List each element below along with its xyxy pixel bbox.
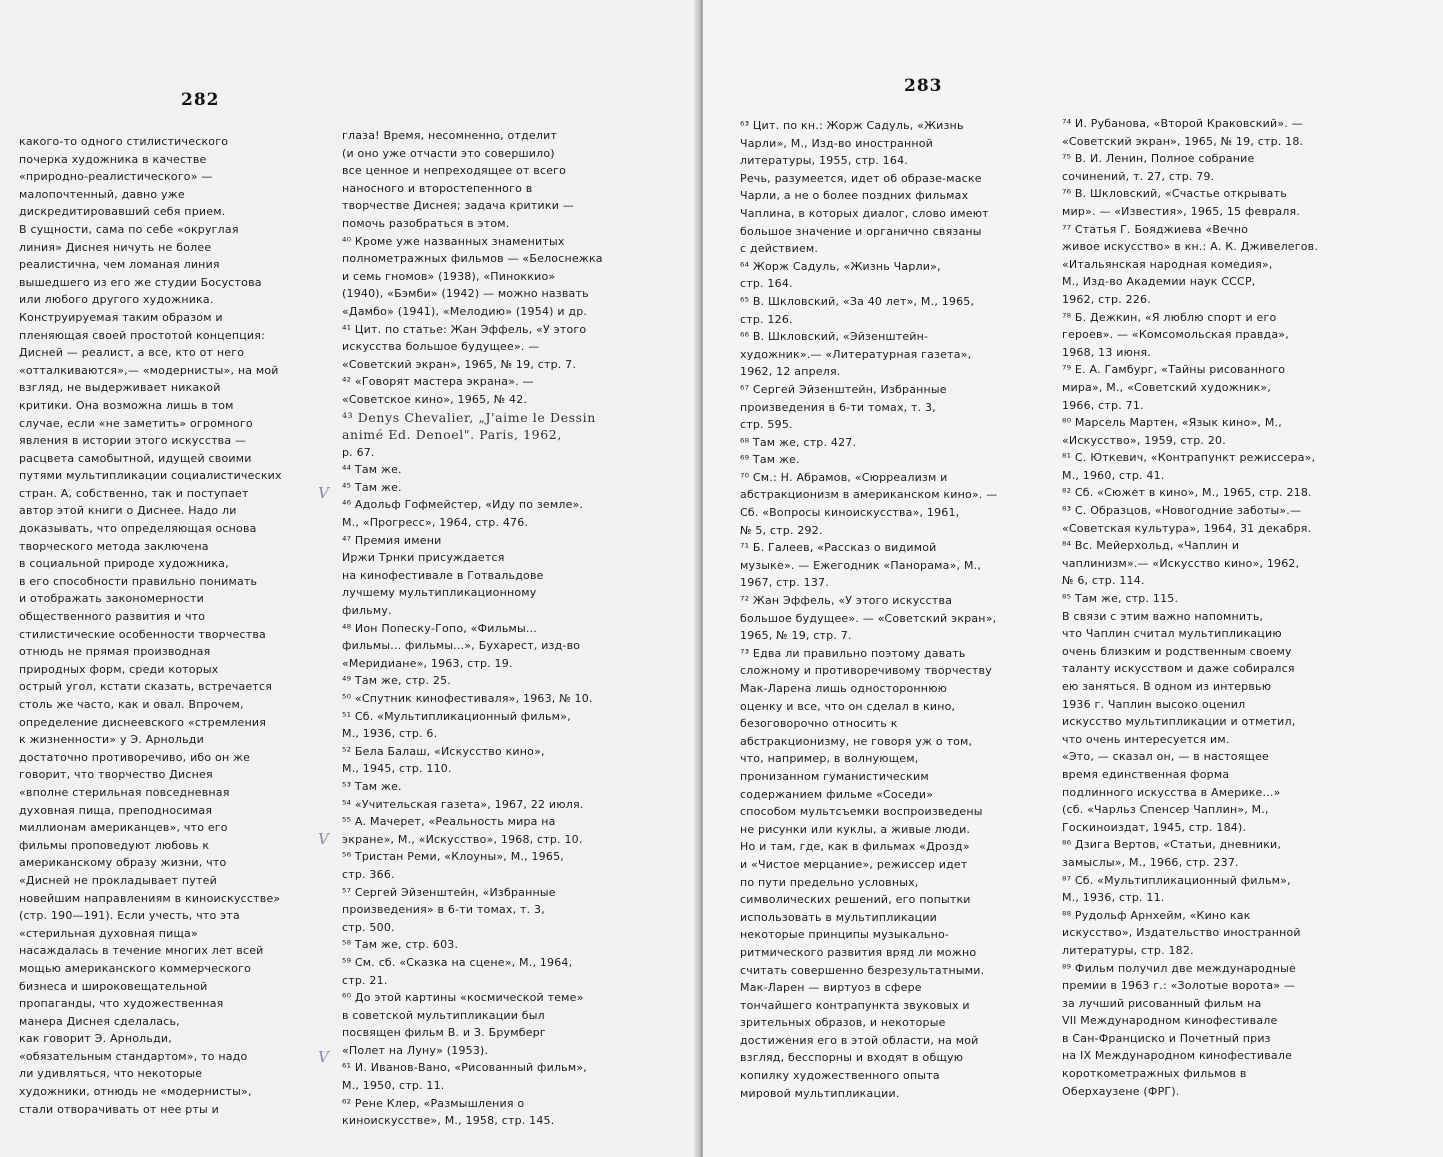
text-line: премии в 1963 г.: «Золотые ворота» —	[1062, 979, 1296, 993]
text-line: «Советский экран», 1965, № 19, стр. 7.	[342, 357, 577, 371]
text-line: 1966, стр. 71.	[1062, 398, 1144, 412]
text-line: ⁶⁸ Там же, стр. 427.	[740, 435, 857, 449]
text-line: ⁸³ С. Образцов, «Новогодние заботы».—	[1062, 504, 1302, 518]
text-line: ⁵³ Там же.	[342, 779, 402, 793]
text-line: М., 1945, стр. 110.	[342, 762, 452, 776]
text-line: природных форм, среди которых	[19, 662, 219, 676]
text-line: ⁴³ Denys Chevalier, „J'aime le Dessin	[342, 409, 596, 425]
text-line: (1940), «Бэмби» (1942) — можно назвать	[342, 287, 589, 301]
text-line: мощью американского коммерческого	[19, 961, 252, 975]
text-line: Чаплина, в которых диалог, слово имеют	[740, 206, 989, 220]
text-line: «обязательным стандартом», то надо	[19, 1049, 248, 1063]
text-line: ⁷⁸ Б. Дежкин, «Я люблю спорт и его	[1062, 310, 1277, 324]
text-line: в социальной природе художника,	[19, 557, 229, 571]
text-line: столь же часто, как и овал. Впрочем,	[19, 698, 244, 711]
text-line: искусства большое будущее». —	[342, 340, 540, 354]
text-line: доказывать, что определяющая основа	[19, 522, 257, 536]
text-line: или любого другого художника.	[19, 293, 214, 307]
text-line: «Искусство», 1959, стр. 20.	[1062, 433, 1226, 447]
text-line: ⁵⁰ «Спутник кинофестиваля», 1963, № 10.	[342, 692, 593, 705]
text-line: пропаганды, что художественная	[19, 997, 224, 1011]
page-number-right: 283	[904, 76, 943, 96]
text-line: ⁴⁵ Там же.	[342, 480, 402, 494]
text-line: ⁶⁶ В. Шкловский, «Эйзенштейн-	[740, 330, 929, 344]
text-line: к жизненности» у Э. Арнольди	[19, 733, 204, 747]
text-line: дискредитировавший себя прием.	[19, 205, 226, 219]
text-line: Госкиноиздат, 1945, стр. 184).	[1062, 820, 1247, 834]
text-line: ⁵⁵ А. Мачерет, «Реальность мира на	[342, 815, 556, 829]
text-line: тончайшего контрапункта звуковых и	[740, 998, 970, 1012]
text-line: 1968, 13 июня.	[1062, 345, 1151, 359]
text-line: Дисней — реалист, а все, кто от него	[19, 346, 245, 360]
text-line: отнюдь не прямая производная	[19, 645, 211, 659]
text-line: использовать в мультипликации	[740, 910, 938, 924]
text-line: за лучший рисованный фильм на	[1062, 996, 1262, 1010]
text-line: ⁶³ Цит. по кн.: Жорж Садуль, «Жизнь	[740, 119, 964, 132]
text-line: зрительных образов, и некоторые	[740, 1016, 946, 1030]
text-line: Оберхаузене (ФРГ).	[1062, 1084, 1180, 1098]
text-line: содержанием фильме «Соседи»	[740, 787, 934, 801]
text-line: взгляд, бесспорны и входят в общую	[740, 1051, 964, 1065]
text-line: Чарли», М., Изд-во иностранной	[740, 136, 934, 150]
text-line: «Полет на Луну» (1953).	[342, 1043, 489, 1057]
text-line: в Сан-Франциско и Почетный приз	[1062, 1031, 1271, 1045]
text-line: Мак-Ларена лишь одностороннюю	[740, 682, 948, 695]
text-line: М., 1936, стр. 11.	[1062, 891, 1165, 905]
text-line: с действием.	[740, 242, 819, 256]
text-line: считать совершенно безрезультатными.	[740, 963, 985, 977]
text-line: острый угол, кстати сказать, встречается	[19, 680, 273, 694]
text-line: ⁸⁵ Там же, стр. 115.	[1062, 592, 1179, 606]
text-line: (сб. «Чарльз Спенсер Чаплин», М.,	[1062, 803, 1269, 817]
text-line: ⁵⁸ Там же, стр. 603.	[342, 938, 459, 952]
text-line: мировой мультипликации.	[740, 1086, 900, 1100]
text-line: реалистична, чем ломаная линия	[19, 258, 220, 272]
text-line: сочинений, т. 27, стр. 79.	[1062, 169, 1215, 183]
text-line: ею заняться. В одном из интервью	[1062, 680, 1272, 693]
text-line: ⁷³ Едва ли правильно поэтому давать	[740, 646, 966, 660]
text-line: время единственная форма	[1062, 767, 1230, 781]
text-line: критики. Она возможна лишь в том	[19, 398, 234, 412]
text-line: ⁵⁷ Сергей Эйзенштейн, «Избранные	[342, 885, 556, 899]
text-line: творчестве Диснея; задача критики —	[342, 199, 574, 213]
text-line: ⁶⁹ Там же.	[740, 453, 800, 467]
text-line: некоторые принципы музыкально-	[740, 928, 950, 942]
text-line: ⁵² Бела Балаш, «Искусство кино»,	[342, 744, 545, 758]
text-line: ⁵¹ Сб. «Мультипликационный фильм»,	[342, 709, 571, 723]
text-line: говорит, что творчество Диснея	[19, 768, 213, 782]
text-line: ⁵⁶ Тристан Реми, «Клоуны», М., 1965,	[342, 850, 564, 864]
text-line: фильмы проповедуют любовь к	[19, 838, 210, 852]
text-line: мир». — «Известия», 1965, 15 февраля.	[1062, 204, 1301, 218]
text-line: 1967, стр. 137.	[740, 576, 829, 590]
text-line: ⁷¹ Б. Галеев, «Рассказ о видимой	[740, 541, 937, 555]
text-line: короткометражных фильмов в	[1062, 1067, 1247, 1081]
text-line: Сб. «Вопросы киноискусства», 1961,	[740, 506, 960, 520]
text-line: художники, отнюдь не «модернисты»,	[19, 1085, 252, 1099]
text-line: ⁶⁰ До этой картины «космической теме»	[342, 991, 584, 1005]
text-line: ⁴² «Говорят мастера экрана». —	[342, 375, 534, 389]
text-line: ⁴⁶ Адольф Гофмейстер, «Иду по земле».	[342, 498, 584, 512]
text-line: ⁸² Сб. «Сюжет в кино», М., 1965, стр. 218.	[1062, 486, 1312, 500]
text-line: и семь гномов» (1938), «Пиноккио»	[342, 269, 556, 283]
text-line: посвящен фильм В. и З. Брумберг	[342, 1026, 546, 1040]
text-line: живое искусство» в кн.: А. К. Дживелегов.	[1062, 240, 1319, 254]
text-line: VII Международном кинофестивале	[1062, 1014, 1278, 1028]
text-line: помочь разобраться в этом.	[342, 216, 510, 230]
text-line: абстракционизму, не говоря уж о том,	[740, 734, 973, 748]
text-line: стр. 595.	[740, 418, 793, 432]
text-line: Чарли, а не о более поздних фильмах	[740, 189, 969, 203]
text-line: как говорит Э. Арнольди,	[19, 1032, 172, 1046]
text-line: символических решений, его попытки	[740, 893, 971, 907]
left-page-column-2	[342, 127, 603, 1130]
text-line: литературы, 1955, стр. 164.	[740, 154, 908, 168]
text-line: 1962, 12 апреля.	[740, 365, 841, 379]
text-line: М., 1950, стр. 11.	[342, 1079, 445, 1093]
text-line: что Чаплин считал мультипликацию	[1062, 627, 1282, 641]
text-line: стран. А, собственно, так и поступает	[19, 486, 249, 500]
text-line: произведения в 6-ти томах, т. 3,	[740, 400, 936, 414]
text-line: ⁸⁰ Марсель Мартен, «Язык кино», М.,	[1062, 416, 1282, 430]
text-line: безоговорочно относить к	[740, 717, 898, 731]
text-line: чаплинизм».— «Искусство кино», 1962,	[1062, 556, 1300, 570]
text-line: 1936 г. Чаплин высоко оценил	[1062, 697, 1246, 711]
text-line: ⁸⁴ Вс. Мейерхольд, «Чаплин и	[1062, 539, 1240, 553]
text-line: новейшим направлениям в киноискусстве»	[19, 891, 281, 905]
text-line: искусство мультипликации и отметил,	[1062, 715, 1296, 729]
text-line: замыслы», М., 1966, стр. 237.	[1062, 855, 1239, 869]
text-line: абстракционизм в американском кино». —	[740, 488, 998, 502]
text-line: ⁸⁶ Дзига Вертов, «Статьи, дневники,	[1062, 838, 1282, 852]
text-line: 1962, стр. 226.	[1062, 292, 1151, 306]
text-line: «природно-реалистического» —	[19, 170, 213, 184]
text-line: Мак-Ларен — виртуоз в сфере	[740, 981, 922, 995]
text-line: «отталкиваются»,— «модернисты», на мой	[19, 363, 279, 377]
text-line: манера Диснея сделалась,	[19, 1014, 180, 1028]
text-line: глаза! Время, несомненно, отделит	[342, 129, 558, 142]
text-line: случае, если «не заметить» огромного	[19, 416, 253, 430]
text-line: пронизанном гуманистическим	[740, 769, 929, 783]
text-line: способом мультсъемки воспроизведены	[740, 805, 983, 819]
text-line: М., 1936, стр. 6.	[342, 727, 438, 741]
text-line: большое будущее». — «Советский экран»,	[740, 611, 997, 625]
text-line: и отображать закономерности	[19, 592, 204, 606]
text-line: 1965, № 19, стр. 7.	[740, 629, 852, 643]
text-line: ⁸⁷ Сб. «Мультипликационный фильм»,	[1062, 873, 1291, 887]
text-line: М., «Прогресс», 1964, стр. 476.	[342, 516, 529, 530]
text-line: «Советское кино», 1965, № 42.	[342, 392, 528, 406]
text-line: мира», М., «Советский художник»,	[1062, 380, 1272, 394]
text-line: ⁴⁸ Ион Попеску-Гопо, «Фильмы...	[342, 621, 537, 635]
text-line: явления в истории этого искусства —	[19, 434, 247, 448]
text-line: в советской мультипликации был	[342, 1008, 545, 1022]
margin-mark: V	[318, 1048, 329, 1066]
text-line: В связи с этим важно напомнить,	[1062, 609, 1264, 623]
text-line: на IX Международном кинофестивале	[1062, 1049, 1293, 1063]
text-line: М., Изд-во Академии наук СССР,	[1062, 275, 1256, 289]
text-line: подлинного искусства в Америке...»	[1062, 785, 1281, 799]
text-line: в его способности правильно понимать	[19, 574, 258, 588]
text-line: стр. 500.	[342, 920, 395, 934]
text-line: ⁷⁶ В. Шкловский, «Счастье открывать	[1062, 187, 1287, 201]
text-line: музыке». — Ежегодник «Панорама», М.,	[740, 558, 982, 572]
text-line: «стерильная духовная пища»	[19, 926, 198, 940]
text-line: большое значение и органично связаны	[740, 224, 982, 238]
left-page-column-1	[19, 133, 282, 1118]
text-line: лучшему мультипликационному	[342, 586, 537, 600]
text-line: Конструируемая таким образом и	[19, 310, 223, 324]
text-line: ⁶¹ И. Иванов-Вано, «Рисованный фильм»,	[342, 1061, 587, 1075]
text-line: «Советская культура», 1964, 31 декабря.	[1062, 521, 1312, 535]
text-line: фильмы... фильмы...», Бухарест, изд-во	[342, 639, 581, 653]
text-line: почерка художника в качестве	[19, 152, 207, 166]
text-line: ⁵⁹ См. сб. «Сказка на сцене», М., 1964,	[342, 955, 573, 969]
text-line: М., 1960, стр. 41.	[1062, 468, 1165, 482]
text-line: ⁴⁰ Кроме уже названных знаменитых	[342, 234, 565, 248]
text-line: стр. 164.	[740, 277, 793, 291]
text-line: ⁵⁴ «Учительская газета», 1967, 22 июля.	[342, 797, 584, 811]
text-line: очень близким и родственным своему	[1062, 644, 1292, 658]
text-line: стр. 126.	[740, 312, 793, 326]
text-line: малопочтенный, давно уже	[19, 187, 185, 201]
text-line: ⁶⁵ В. Шкловский, «За 40 лет», М., 1965,	[740, 294, 975, 308]
text-line: на кинофестивале в Готвальдове	[342, 568, 544, 582]
text-line: какого-то одного стилистического	[19, 135, 229, 148]
text-line: ⁷⁴ И. Рубанова, «Второй Краковский». —	[1062, 117, 1303, 130]
text-line: что, например, в волнующем,	[740, 752, 919, 766]
text-line: «Меридиане», 1963, стр. 19.	[342, 656, 513, 670]
text-line: оценку и все, что он сделал в кино,	[740, 699, 956, 713]
text-line: путями мультипликации социалистических	[19, 469, 282, 483]
text-line: литературы, стр. 182.	[1062, 943, 1194, 957]
text-line: по пути предельно условных,	[740, 875, 919, 889]
text-line: ⁶² Рене Клер, «Размышления о	[342, 1096, 525, 1110]
text-line: ⁶⁷ Сергей Эйзенштейн, Избранные	[740, 382, 947, 396]
text-line: миллионам американцев», что его	[19, 821, 228, 835]
text-line: киноискусстве», М., 1958, стр. 145.	[342, 1114, 555, 1128]
text-line: ⁷⁹ Е. А. Гамбург, «Тайны рисованного	[1062, 363, 1286, 377]
text-line: экране», М., «Искусство», 1968, стр. 10.	[342, 832, 583, 846]
text-line: творческого метода заключена	[19, 539, 209, 553]
text-line: ⁸⁸ Рудольф Арнхейм, «Кино как	[1062, 908, 1251, 922]
text-line: «вполне стерильная повседневная	[19, 785, 230, 799]
text-line: не рисунки или куклы, а живые люди.	[740, 822, 971, 836]
text-line: ⁴⁴ Там же.	[342, 463, 402, 477]
text-line: полнометражных фильмов — «Белоснежка	[342, 252, 603, 266]
text-line: вышедшего из его же студии Босустова	[19, 275, 262, 289]
text-line: насаждалась в течение многих лет всей	[19, 944, 264, 958]
text-line: линия» Диснея ничуть не более	[19, 240, 212, 254]
text-line: ⁴⁷ Премия имени	[342, 533, 442, 547]
text-line: animé Ed. Denoel". Paris, 1962,	[342, 427, 562, 443]
text-line: ⁴⁹ Там же, стр. 25.	[342, 674, 451, 688]
text-line: № 6, стр. 114.	[1062, 574, 1145, 588]
right-page	[703, 0, 1443, 1157]
left-page	[0, 0, 700, 1157]
text-line: и «Чистое мерцание», режиссер идет	[740, 857, 968, 871]
text-line: стилистические особенности творчества	[19, 627, 266, 641]
text-line: достаточно противоречиво, ибо он же	[19, 750, 251, 764]
text-line: ⁴¹ Цит. по статье: Жан Эффель, «У этого	[342, 322, 587, 336]
text-line: ⁷⁷ Статья Г. Бояджиева «Вечно	[1062, 222, 1249, 236]
text-line: наносного и второстепенного в	[342, 181, 533, 195]
text-line: стр. 21.	[342, 973, 388, 987]
margin-mark: V	[318, 830, 329, 848]
right-page-column-2	[1062, 115, 1318, 1100]
text-line: «Дамбо» (1941), «Мелодию» (1954) и др.	[342, 304, 588, 318]
text-line: фильму.	[342, 604, 392, 618]
margin-mark: V	[318, 484, 329, 502]
text-line: американскому образу жизни, что	[19, 856, 227, 870]
text-line: ли удивляться, что некоторые	[19, 1067, 203, 1081]
text-line: определение диснеевского «стремления	[19, 715, 267, 729]
text-line: стали отворачивать от нее рты и	[19, 1102, 219, 1116]
text-line: героев». — «Комсомольская правда»,	[1062, 328, 1289, 342]
text-line: p. 67.	[342, 445, 375, 459]
text-line: произведения» в 6-ти томах, т. 3,	[342, 903, 545, 917]
text-line: стр. 366.	[342, 867, 395, 881]
text-line: художник».— «Литературная газета»,	[740, 347, 972, 361]
text-line: ⁶⁴ Жорж Садуль, «Жизнь Чарли»,	[740, 259, 941, 273]
text-line: (стр. 190—191). Если учесть, что эта	[19, 909, 240, 923]
text-line: Иржи Трнки присуждается	[342, 551, 505, 565]
text-line: пленяющая своей простотой концепция:	[19, 328, 265, 342]
text-line: бизнеса и широковещательной	[19, 979, 208, 993]
text-line: все ценное и непреходящее от всего	[342, 164, 567, 178]
text-line: «Советский экран», 1965, № 19, стр. 18.	[1062, 134, 1304, 148]
text-line: «Это, — сказал он, — в настоящее	[1062, 750, 1270, 764]
text-line: общественного развития и что	[19, 610, 206, 624]
text-line: автор этой книги о Диснее. Надо ли	[19, 504, 237, 518]
text-line: Но и там, где, как в фильмах «Дрозд»	[740, 840, 970, 854]
text-line: расцвета самобытной, идущей своими	[19, 451, 252, 465]
text-line: ⁸¹ С. Юткевич, «Контрапункт режиссера»,	[1062, 451, 1316, 465]
page-number-left: 282	[181, 90, 220, 110]
text-line: Речь, разумеется, идет об образе-маске	[740, 171, 982, 185]
text-line: «Итальянская народная комедия»,	[1062, 257, 1273, 271]
text-line: ⁷⁰ См.: Н. Абрамов, «Сюрреализм и	[740, 470, 948, 484]
text-line: В сущности, сама по себе «округлая	[19, 222, 239, 236]
text-line: достижения его в этой области, на мой	[740, 1033, 979, 1047]
text-line: № 5, стр. 292.	[740, 523, 823, 537]
text-line: копилку художественного опыта	[740, 1069, 940, 1083]
text-line: ритмического развития вряд ли можно	[740, 945, 977, 959]
text-line: (и оно уже отчасти это совершило)	[342, 146, 555, 160]
right-page-column-1	[740, 117, 997, 1102]
text-line: ⁸⁹ Фильм получил две международные	[1062, 961, 1297, 975]
text-line: таланту искусством и даже собирался	[1062, 662, 1295, 676]
text-line: духовная пища, преподносимая	[19, 803, 213, 817]
text-line: ⁷⁵ В. И. Ленин, Полное собрание	[1062, 152, 1255, 166]
text-line: ⁷² Жан Эффель, «У этого искусства	[740, 594, 953, 608]
text-line: сложному и противоречивому творчеству	[740, 664, 992, 678]
text-line: искусство», Издательство иностранной	[1062, 926, 1301, 940]
text-line: «Дисней не прокладывает путей	[19, 873, 217, 887]
text-line: взгляд, не выдерживает никакой	[19, 381, 221, 395]
text-line: что очень интересуется им.	[1062, 732, 1230, 746]
